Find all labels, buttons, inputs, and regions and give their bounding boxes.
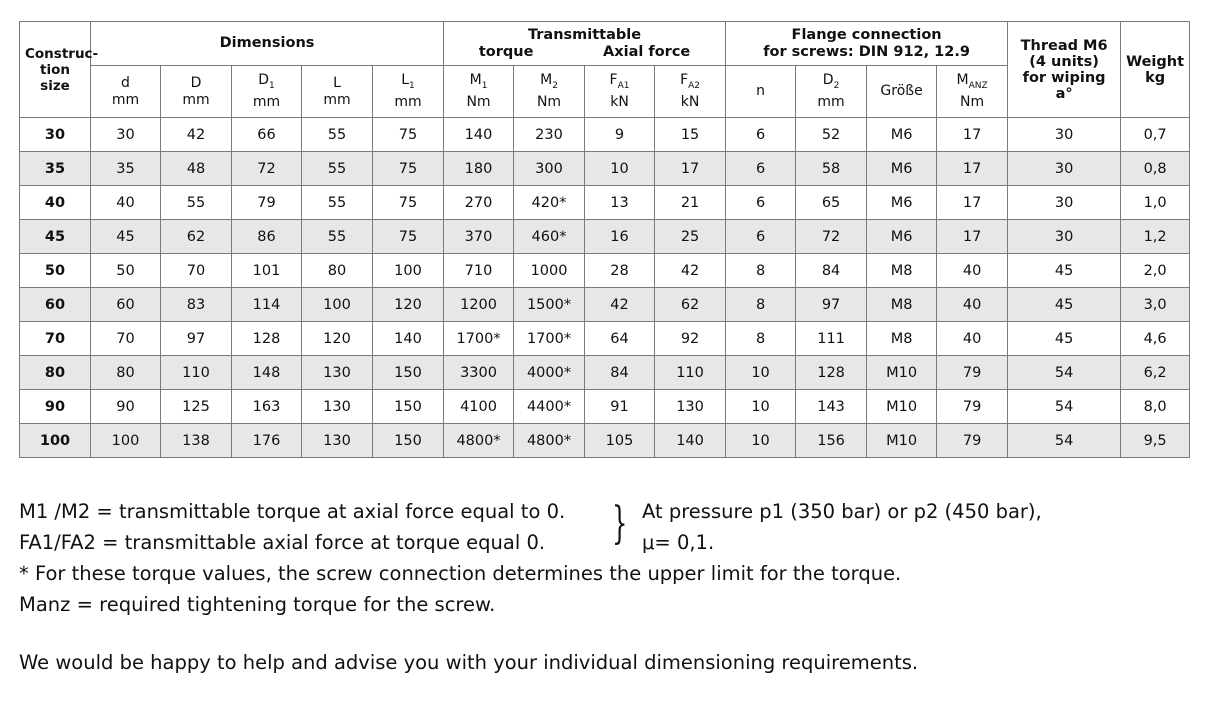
column-header (302, 66, 373, 118)
note-line-4 (19, 589, 901, 620)
table-cell: 58 (796, 152, 867, 186)
table-cell: 90 (91, 390, 161, 424)
header-construction-size: Construc-tion size (20, 22, 91, 118)
note-line-2 (19, 527, 901, 558)
table-cell: 100 (302, 288, 373, 322)
contact-text: We would be happy to help and advise you with your individual dimensioning requirements. (19, 651, 919, 674)
column-header (585, 66, 655, 118)
table-cell: 4800* (514, 424, 585, 458)
table-cell: M6 (867, 220, 937, 254)
table-row (20, 356, 1190, 390)
table-cell: 8,0 (1121, 390, 1190, 424)
header-thread-line3: for wiping (1022, 69, 1106, 86)
table-cell: 156 (796, 424, 867, 458)
table-cell: 128 (232, 322, 302, 356)
table-cell: 8 (726, 288, 796, 322)
table-cell: 3300 (444, 356, 514, 390)
table-cell: 1,0 (1121, 186, 1190, 220)
column-header (726, 66, 796, 118)
table-cell: 1700* (514, 322, 585, 356)
table-cell: M8 (867, 322, 937, 356)
column-header (232, 66, 302, 118)
note-friction: μ= 0,1. (642, 531, 715, 554)
table-cell: 55 (302, 220, 373, 254)
note-pressure: At pressure p1 (350 bar) or p2 (450 bar), (642, 500, 1042, 523)
table-cell: 75 (373, 186, 444, 220)
table-cell: 1000 (514, 254, 585, 288)
table-cell: 148 (232, 356, 302, 390)
construction-size-cell: 80 (20, 356, 91, 390)
table-cell: 143 (796, 390, 867, 424)
table-cell: 75 (373, 118, 444, 152)
table-cell: 150 (373, 356, 444, 390)
column-unit: kN (610, 94, 629, 111)
table-cell: 42 (585, 288, 655, 322)
column-symbol: F (680, 71, 689, 88)
header-thread (1008, 22, 1121, 118)
table-cell: 17 (937, 186, 1008, 220)
table-cell: 130 (302, 390, 373, 424)
table-cell: 40 (937, 254, 1008, 288)
table-cell: 86 (232, 220, 302, 254)
table-cell: 130 (655, 390, 726, 424)
table-cell: 17 (655, 152, 726, 186)
table-cell: 140 (444, 118, 514, 152)
column-symbol: F (609, 71, 618, 88)
table-cell: 17 (937, 220, 1008, 254)
table-cell: 40 (937, 288, 1008, 322)
table-cell: 125 (161, 390, 232, 424)
column-header (373, 66, 444, 118)
column-subscript: A1 (617, 80, 630, 91)
table-row (20, 186, 1190, 220)
table-row (20, 152, 1190, 186)
column-symbol: M (540, 71, 553, 88)
table-cell: 4800* (444, 424, 514, 458)
table-cell: 150 (373, 390, 444, 424)
table-cell: 30 (1008, 186, 1121, 220)
table-cell: 72 (796, 220, 867, 254)
table-cell: 1200 (444, 288, 514, 322)
column-symbol: n (756, 83, 765, 99)
table-cell: 80 (302, 254, 373, 288)
column-symbol: M (956, 71, 969, 88)
table-cell: 52 (796, 118, 867, 152)
table-cell: 130 (302, 424, 373, 458)
table-cell: 4,6 (1121, 322, 1190, 356)
footnotes (19, 496, 1042, 620)
table-cell: 1500* (514, 288, 585, 322)
table-cell: 79 (937, 390, 1008, 424)
table-cell: M6 (867, 152, 937, 186)
table-cell: 75 (373, 220, 444, 254)
table-cell: 40 (937, 322, 1008, 356)
column-unit: mm (182, 91, 210, 108)
column-unit: mm (323, 91, 351, 108)
construction-size-cell: 70 (20, 322, 91, 356)
table-cell: 45 (1008, 288, 1121, 322)
table-cell: 4100 (444, 390, 514, 424)
table-cell: 97 (796, 288, 867, 322)
column-symbol: L (333, 74, 341, 91)
table-body (20, 118, 1190, 458)
header-weight (1121, 22, 1190, 118)
header-torque: torque (478, 43, 534, 60)
construction-size-cell: 90 (20, 390, 91, 424)
column-unit: kN (680, 94, 700, 111)
table-cell: 370 (444, 220, 514, 254)
table-cell: 9,5 (1121, 424, 1190, 458)
header-dimensions: Dimensions (91, 22, 444, 66)
table-cell: 17 (937, 152, 1008, 186)
table-cell: M8 (867, 254, 937, 288)
column-header (161, 66, 232, 118)
column-unit: Nm (466, 94, 491, 111)
column-symbol: M (469, 71, 482, 88)
table-cell: 4400* (514, 390, 585, 424)
column-symbol: Größe (880, 83, 923, 99)
table-cell: M10 (867, 356, 937, 390)
construction-size-cell: 40 (20, 186, 91, 220)
table-cell: M6 (867, 186, 937, 220)
table-row (20, 322, 1190, 356)
header-weight-line1: Weight (1126, 53, 1185, 70)
table-cell: 6 (726, 152, 796, 186)
construction-size-cell: 30 (20, 118, 91, 152)
table-cell: 140 (655, 424, 726, 458)
column-unit: Nm (960, 94, 985, 111)
table-cell: 54 (1008, 390, 1121, 424)
table-cell: 163 (232, 390, 302, 424)
table-cell: 138 (161, 424, 232, 458)
table-row (20, 118, 1190, 152)
table-cell: 105 (585, 424, 655, 458)
table-cell: 30 (1008, 220, 1121, 254)
table-cell: 54 (1008, 356, 1121, 390)
table-cell: 62 (161, 220, 232, 254)
table-cell: 1700* (444, 322, 514, 356)
brace-symbol: } (612, 498, 628, 549)
table-cell: 176 (232, 424, 302, 458)
header-flange-line2: for screws: DIN 912, 12.9 (763, 43, 970, 60)
table-cell: 30 (1008, 118, 1121, 152)
header-transmittable-title: Transmittable (527, 26, 642, 43)
table-cell: 62 (655, 288, 726, 322)
column-subscript: A2 (688, 80, 701, 91)
table-cell: 140 (373, 322, 444, 356)
note-asterisk: * For these torque values, the screw connection determines the upper limit for the torque. (19, 562, 902, 585)
construction-size-cell: 50 (20, 254, 91, 288)
table-cell: 75 (373, 152, 444, 186)
column-subscript: 1 (481, 80, 488, 91)
column-symbol: L (401, 71, 410, 88)
table-cell: 84 (796, 254, 867, 288)
table-cell: 130 (302, 356, 373, 390)
table-cell: 270 (444, 186, 514, 220)
table-row (20, 254, 1190, 288)
column-symbol: D (258, 71, 270, 88)
construction-size-cell: 45 (20, 220, 91, 254)
table-cell: 4000* (514, 356, 585, 390)
table-cell: 55 (302, 118, 373, 152)
table-cell: 70 (161, 254, 232, 288)
table-cell: 45 (91, 220, 161, 254)
table-cell: 8 (726, 322, 796, 356)
column-header (796, 66, 867, 118)
construction-size-cell: 60 (20, 288, 91, 322)
table-cell: 111 (796, 322, 867, 356)
table-cell: 45 (1008, 322, 1121, 356)
table-cell: 8 (726, 254, 796, 288)
table-cell: 6,2 (1121, 356, 1190, 390)
table-cell: 15 (655, 118, 726, 152)
table-cell: 83 (161, 288, 232, 322)
header-flange-connection (726, 22, 1008, 66)
header-thread-line4: a° (1055, 85, 1073, 102)
column-header (444, 66, 514, 118)
column-header (91, 66, 161, 118)
table-cell: 35 (91, 152, 161, 186)
table-cell: 120 (373, 288, 444, 322)
table-cell: 0,7 (1121, 118, 1190, 152)
table-row (20, 424, 1190, 458)
table-cell: 9 (585, 118, 655, 152)
table-cell: 30 (91, 118, 161, 152)
table-cell: 79 (937, 424, 1008, 458)
column-header (514, 66, 585, 118)
column-unit: Nm (536, 94, 562, 111)
table-cell: 110 (655, 356, 726, 390)
column-subscript: ANZ (968, 80, 988, 91)
table-cell: 97 (161, 322, 232, 356)
table-cell: 55 (302, 186, 373, 220)
table-cell: 21 (655, 186, 726, 220)
table-cell: 1,2 (1121, 220, 1190, 254)
column-subscript: 2 (552, 80, 558, 91)
table-row (20, 220, 1190, 254)
column-symbol: D (822, 71, 834, 88)
table-cell: 84 (585, 356, 655, 390)
table-cell: 10 (726, 356, 796, 390)
table-cell: 91 (585, 390, 655, 424)
specification-table (19, 21, 1190, 458)
construction-size-cell: 100 (20, 424, 91, 458)
column-header (937, 66, 1008, 118)
table-cell: 230 (514, 118, 585, 152)
table-cell: 3,0 (1121, 288, 1190, 322)
note-axial-force-definition: FA1/FA2 = transmittable axial force at torque equal 0. (19, 531, 546, 554)
table-cell: 17 (937, 118, 1008, 152)
table-cell: 180 (444, 152, 514, 186)
column-unit: mm (111, 91, 140, 108)
table-cell: 28 (585, 254, 655, 288)
table-cell: 80 (91, 356, 161, 390)
table-cell: 150 (373, 424, 444, 458)
table-cell: 120 (302, 322, 373, 356)
header-weight-line2: kg (1145, 69, 1166, 86)
table-cell: 114 (232, 288, 302, 322)
table-cell: 10 (585, 152, 655, 186)
table-cell: 110 (161, 356, 232, 390)
header-transmittable (444, 22, 726, 66)
column-symbol: D (190, 74, 202, 91)
table-cell: 460* (514, 220, 585, 254)
column-unit: mm (817, 94, 845, 111)
table-cell: 72 (232, 152, 302, 186)
construction-size-cell: 35 (20, 152, 91, 186)
table-cell: 128 (796, 356, 867, 390)
table-cell: M8 (867, 288, 937, 322)
table-cell: 6 (726, 186, 796, 220)
table-cell: 64 (585, 322, 655, 356)
table-cell: 10 (726, 424, 796, 458)
table-cell: 101 (232, 254, 302, 288)
table-cell: 6 (726, 118, 796, 152)
header-axial-force: Axial force (603, 43, 691, 60)
column-unit: mm (394, 94, 422, 111)
column-subscript: 1 (409, 80, 415, 91)
table-cell: 66 (232, 118, 302, 152)
table-cell: 0,8 (1121, 152, 1190, 186)
table-cell: 60 (91, 288, 161, 322)
specification-table-wrapper (19, 21, 1189, 458)
header-thread-line1: Thread M6 (1020, 37, 1108, 54)
table-cell: M6 (867, 118, 937, 152)
column-header (867, 66, 937, 118)
table-cell: 10 (726, 390, 796, 424)
table-cell: 6 (726, 220, 796, 254)
table-cell: 55 (161, 186, 232, 220)
table-cell: 42 (161, 118, 232, 152)
table-cell: 92 (655, 322, 726, 356)
table-cell: M10 (867, 390, 937, 424)
column-unit: mm (252, 94, 281, 111)
table-cell: 710 (444, 254, 514, 288)
header-thread-line2: (4 units) (1029, 53, 1099, 70)
table-cell: 48 (161, 152, 232, 186)
table-cell: 40 (91, 186, 161, 220)
header-flange-line1: Flange connection (791, 26, 942, 43)
table-cell: 13 (585, 186, 655, 220)
column-subscript: 1 (269, 80, 275, 91)
table-cell: 55 (302, 152, 373, 186)
table-cell: 70 (91, 322, 161, 356)
table-cell: 65 (796, 186, 867, 220)
note-manz: Manz = required tightening torque for the screw. (19, 593, 496, 616)
table-cell: 79 (232, 186, 302, 220)
table-cell: 45 (1008, 254, 1121, 288)
table-cell: 2,0 (1121, 254, 1190, 288)
table-cell: 79 (937, 356, 1008, 390)
table-cell: 30 (1008, 152, 1121, 186)
table-cell: 16 (585, 220, 655, 254)
column-header (655, 66, 726, 118)
table-cell: M10 (867, 424, 937, 458)
table-cell: 25 (655, 220, 726, 254)
table-cell: 420* (514, 186, 585, 220)
note-line-3 (19, 558, 901, 589)
table-cell: 42 (655, 254, 726, 288)
note-torque-definition: M1 /M2 = transmittable torque at axial force equal to 0. (19, 500, 566, 523)
column-symbol: d (121, 74, 130, 91)
table-cell: 100 (91, 424, 161, 458)
table-cell: 50 (91, 254, 161, 288)
table-cell: 100 (373, 254, 444, 288)
table-row (20, 390, 1190, 424)
table-cell: 300 (514, 152, 585, 186)
table-row (20, 288, 1190, 322)
table-cell: 54 (1008, 424, 1121, 458)
column-subscript: 2 (833, 80, 840, 91)
